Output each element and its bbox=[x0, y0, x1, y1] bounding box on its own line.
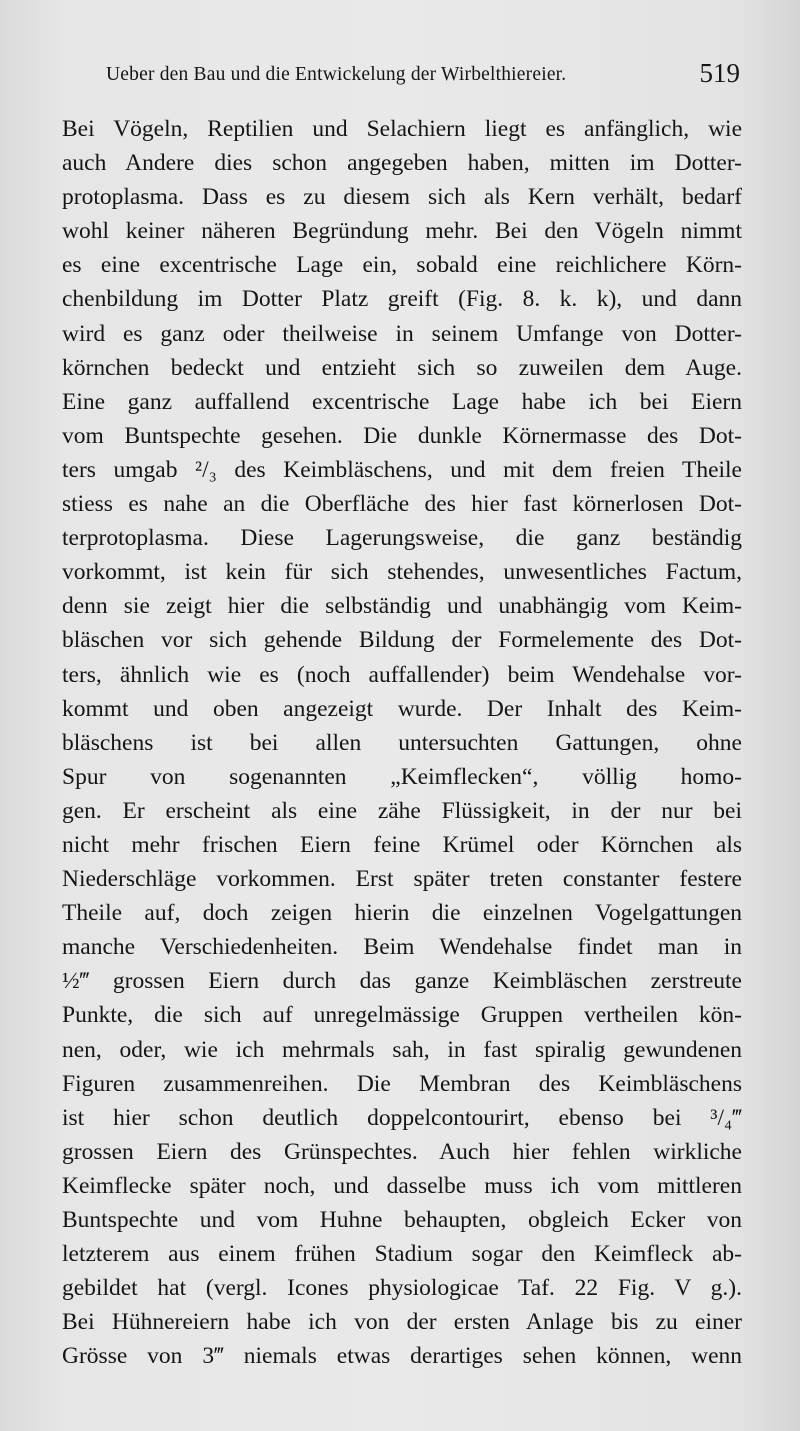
text-line: wohl keiner näheren Begründung mehr. Bei den Vögeln nimmt bbox=[62, 218, 742, 245]
text-line: Eine ganz auffallend excentrische Lage habe ich bei Eiern bbox=[62, 388, 742, 415]
text-line: ters umgab ²/₃ des Keimbläschens, und mit dem freien Theile bbox=[62, 456, 742, 483]
text-line: Figuren zusammenreihen. Die Membran des Keimbläschens bbox=[62, 1070, 742, 1097]
text-line: grossen Eiern des Grünspechtes. Auch hier fehlen wirkliche bbox=[62, 1138, 742, 1165]
text-line: Bei Vögeln, Reptilien und Selachiern liegt es anfänglich, wie bbox=[62, 116, 742, 142]
text-line: Keimflecke später noch, und dasselbe muss ich vom mittleren bbox=[62, 1172, 742, 1199]
text-line: vom Buntspechte gesehen. Die dunkle Körnermasse des Dot- bbox=[62, 422, 742, 449]
text-line: vorkommt, ist kein für sich stehendes, unwesentliches Factum, bbox=[62, 559, 742, 586]
text-line: nicht mehr frischen Eiern feine Krümel oder Körnchen als bbox=[62, 831, 742, 858]
text-line: ist hier schon deutlich doppelcontourirt, ebenso bei ³/₄‴ bbox=[62, 1104, 742, 1131]
text-line: es eine excentrische Lage ein, sobald eine reichlichere Körn- bbox=[62, 252, 742, 279]
text-line: chenbildung im Dotter Platz greift (Fig. 8. k. k), und dann bbox=[62, 286, 742, 313]
text-line: letzterem aus einem frühen Stadium sogar den Keimfleck ab- bbox=[62, 1241, 742, 1268]
text-line: Bei Hühnereiern habe ich von der ersten Anlage bis zu einer bbox=[62, 1309, 742, 1336]
text-line: körnchen bedeckt und entzieht sich so zuweilen dem Auge. bbox=[62, 354, 742, 381]
text-line: Theile auf, doch zeigen hierin die einzelnen Vogelgattungen bbox=[62, 900, 742, 927]
body-text bbox=[62, 112, 742, 1373]
text-line: stiess es nahe an die Oberfläche des hier fast körnerlosen Dot- bbox=[62, 491, 742, 518]
text-line: kommt und oben angezeigt wurde. Der Inhalt des Keim- bbox=[62, 695, 742, 722]
text-line: bläschens ist bei allen untersuchten Gattungen, ohne bbox=[62, 729, 742, 756]
text-line: ½‴ grossen Eiern durch das ganze Keimbläschen zerstreute bbox=[62, 968, 742, 995]
text-line: auch Andere dies schon angegeben haben, mitten im Dotter- bbox=[62, 150, 742, 177]
text-line: manche Verschiedenheiten. Beim Wendehalse findet man in bbox=[62, 934, 742, 961]
text-line: wird es ganz oder theilweise in seinem Umfange von Dotter- bbox=[62, 320, 742, 347]
page-number: 519 bbox=[699, 58, 740, 88]
text-line: Buntspechte und vom Huhne behaupten, obgleich Ecker von bbox=[62, 1207, 742, 1233]
text-line: Spur von sogenannten „Keimflecken“, völlig homo- bbox=[62, 763, 742, 790]
page-header bbox=[106, 58, 740, 92]
text-line: bläschen vor sich gehende Bildung der Formelemente des Dot- bbox=[62, 627, 742, 654]
text-line: gebildet hat (vergl. Icones physiologicae Taf. 22 Fig. V g.). bbox=[62, 1275, 742, 1302]
text-line: nen, oder, wie ich mehrmals sah, in fast spiralig gewundenen bbox=[62, 1036, 742, 1063]
running-title: Ueber den Bau und die Entwickelung der Wirbelthiereier. bbox=[106, 64, 567, 85]
text-line: Punkte, die sich auf unregelmässige Gruppen vertheilen kön- bbox=[62, 1002, 742, 1029]
text-line: gen. Er erscheint als eine zähe Flüssigkeit, in der nur bei bbox=[62, 797, 742, 824]
text-line: denn sie zeigt hier die selbständig und unabhängig vom Keim- bbox=[62, 593, 742, 620]
text-line: Grösse von 3‴ niemals etwas derartiges sehen können, wenn bbox=[62, 1343, 742, 1370]
text-line: Niederschläge vorkommen. Erst später treten constanter festere bbox=[62, 866, 742, 893]
text-line: ters, ähnlich wie es (noch auffallender) beim Wendehalse vor- bbox=[62, 661, 742, 688]
text-line: protoplasma. Dass es zu diesem sich als Kern verhält, bedarf bbox=[62, 184, 742, 211]
text-line: terprotoplasma. Diese Lagerungsweise, die ganz beständig bbox=[62, 525, 742, 552]
